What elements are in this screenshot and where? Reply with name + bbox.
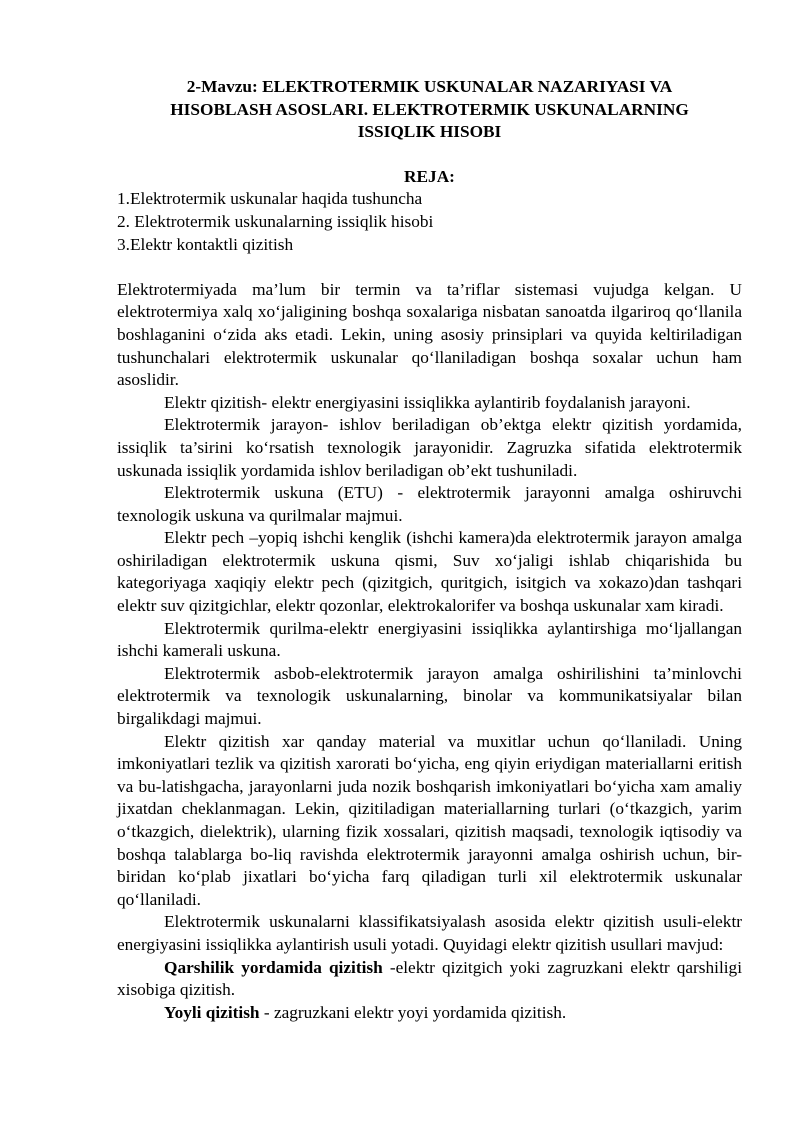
plan-list [117, 188, 742, 256]
title-line-3: ISSIQLIK HISOBI [357, 122, 502, 142]
title-line-1: 2-Mavzu: ELEKTROTERMIK USKUNALAR NAZARIYASI VA [186, 77, 673, 96]
paragraph-definition: Elektrotermik asbob-elektrotermik jarayon amalga oshirilishini ta’minlovchi elektrotermik va texnologik uskunalarning, binolar va kommunikatsiyalar bilan birgalikdagi majmui. [117, 663, 742, 729]
paragraph-definition: Elektrotermik qurilma-elektr energiyasini issiqlikka aylantirshiga mo‘ljallangan ishchi kamerali uskuna. [117, 618, 742, 661]
term-bold: Yoyli qizitish [164, 1002, 260, 1022]
term-description: -elektr qizitgich yoki zagruzkani elektr qarshiligi xisobiga qizitish. [117, 957, 742, 1000]
plan-heading: REJA: [404, 166, 455, 186]
document-page [117, 76, 742, 1024]
term-description: - zagruzkani elektr yoyi yordamida qizitish. [259, 1002, 567, 1022]
term-bold: Qarshilik yordamida qizitish [164, 957, 383, 977]
document-body [117, 279, 742, 1025]
paragraph-body: Elektrotermik uskunalarni klassifikatsiyalash asosida elektr qizitish usuli-elektr energiyasini issiqlikka aylantirish usuli yotadi. Quyidagi elektr qizitish usullari mavjud: [117, 912, 742, 954]
heating-method-arc [117, 1002, 742, 1025]
plan-item: 2. Elektrotermik uskunalarning issiqlik hisobi [117, 211, 434, 231]
paragraph-definition: Elektr pech –yopiq ishchi kenglik (ishchi kamera)da elektrotermik jarayon amalga oshiriladigan elektrotermik uskuna qismi, Suv xo‘jaligi ishlab chiqarishida bu kategoriyaga xaqiqiy elektr pech (qizitgich, quritgich, isitgich va xokazo)dan tashqari elektr suv qizitgichlar, elektr qozonlar, elektrokalorifer va boshqa uskunalar xam kiradi. [117, 528, 742, 616]
paragraph-intro: Elektrotermiyada ma’lum bir termin va ta’riflar sistemasi vujudga kelgan. U elektrotermiya xalq xo‘jaligining boshqa soxalariga nisbatan sanoatda ilgariroq qo‘llanila boshlaganini o‘zida aks etadi. Lekin, uning asosiy prinsiplari va quyida keltiriladigan tushunchalari elektrotermik uskunalar qo‘llaniladigan boshqa soxalar uchun ham asoslidir. [117, 279, 742, 390]
plan-item: 1.Elektrotermik uskunalar haqida tushuncha [117, 189, 423, 209]
paragraph-definition: Elektr qizitish- elektr energiyasini issiqlikka aylantirib foydalanish jarayoni. [164, 392, 691, 412]
paragraph-body: Elektr qizitish xar qanday material va muxitlar uchun qo‘llaniladi. Uning imkoniyatlari tezlik va qizitish xarorati bo‘yicha, eng qiyin eriydigan materiallarni eritish va bu-latishgacha, jarayonlarni juda nozik boshqarish imkoniyatlari bo‘yicha xam amaliy jixatdan cheklanmagan. Lekin, qizitiladigan materiallarning turlari (o‘tkazgich, yarim o‘tkazgich, dielektrik), ularning fizik xossalari, qizitish maqsadi, texnologik iqtisodiy va boshqa talablarga bo-liq ravishda elektrotermik jarayonni amalga oshirish uchun, bir-biridan ko‘plab jixatlari bo‘yicha farq qiladigan turli xil elektrotermik uskunalar qo‘llaniladi. [117, 731, 742, 909]
plan-item: 3.Elektr kontaktli qizitish [117, 234, 294, 254]
paragraph-definition: Elektrotermik uskuna (ETU) - elektrotermik jarayonni amalga oshiruvchi texnologik uskuna va qurilmalar majmui. [117, 483, 742, 525]
heating-method-resistance [117, 957, 742, 1002]
paragraph-definition: Elektrotermik jarayon- ishlov beriladigan ob’ektga elektr qizitish yordamida, issiqlik ta’sirini ko‘rsatish texnologik jarayonidir. Zagruzka sifatida elektrotermik uskunada issiqlik yordamida ishlov beriladigan ob’ekt tushuniladi. [117, 415, 742, 480]
document-title [117, 76, 742, 144]
title-line-2: HISOBLASH ASOSLARI. ELEKTROTERMIK USKUNALARNING [170, 99, 689, 119]
